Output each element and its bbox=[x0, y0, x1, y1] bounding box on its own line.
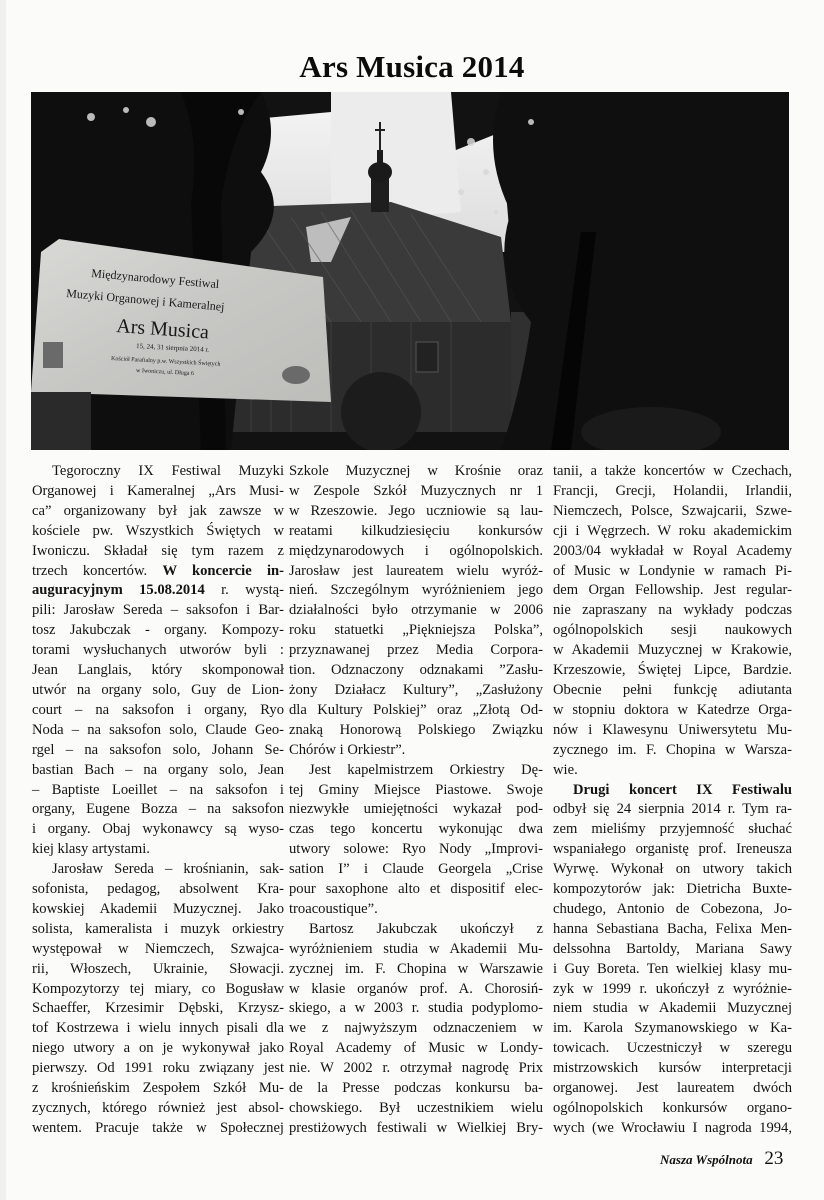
text: Organowej i Kameralnej „Ars Musi- bbox=[32, 482, 284, 499]
text-line bbox=[289, 661, 543, 681]
coat-of-arms-icon bbox=[43, 342, 63, 368]
sponsor-logo-icon bbox=[282, 366, 310, 384]
text-line bbox=[289, 960, 543, 980]
text-line bbox=[289, 741, 543, 761]
text-line bbox=[289, 940, 543, 960]
text-line bbox=[553, 999, 792, 1019]
text-line bbox=[553, 542, 792, 562]
text-line bbox=[553, 840, 792, 860]
text-line bbox=[289, 1079, 543, 1099]
text-line bbox=[289, 542, 543, 562]
text-line bbox=[32, 542, 284, 562]
text-line bbox=[289, 1059, 543, 1079]
text: pili: Jarosław Sereda – saksofon i Bar- bbox=[32, 602, 284, 619]
text-line bbox=[553, 741, 792, 761]
text: ogólnopolskich konkursów organo- bbox=[553, 1100, 792, 1116]
text: skiego, a w 2003 r. studia podyplomo- bbox=[289, 1000, 543, 1017]
text: towicach. Uczestniczył w szeregu bbox=[553, 1040, 792, 1057]
text-line bbox=[32, 562, 284, 582]
text-line bbox=[289, 482, 543, 502]
text: w Zespole Szkół Muzycznych nr 1 bbox=[289, 482, 543, 499]
text-line bbox=[32, 800, 284, 820]
text: Tegoroczny IX Festiwal Muzyki bbox=[52, 463, 284, 479]
text: znaką Honorową Polskiego Związku bbox=[289, 721, 543, 738]
text: Francji, Grecji, Holandii, Irlandii, bbox=[553, 482, 792, 499]
text-line bbox=[289, 581, 543, 601]
text: trzech koncertów. bbox=[32, 562, 163, 579]
text-line bbox=[289, 860, 543, 880]
banner-line6: w Iwoniczu, ul. Długa 6 bbox=[135, 368, 195, 378]
text: i organy. Obaj wykonawcy są wyso- bbox=[32, 821, 284, 838]
text-line bbox=[289, 781, 543, 801]
text-line bbox=[289, 880, 543, 900]
text: Wyrwę. Wykonał on utwory takich bbox=[553, 861, 792, 878]
text-line bbox=[32, 1119, 284, 1139]
text-line bbox=[289, 900, 543, 920]
text-line bbox=[553, 1079, 792, 1099]
text-line bbox=[32, 860, 284, 880]
text: Jean Langlais, który skomponował bbox=[32, 662, 284, 679]
text-line bbox=[289, 840, 543, 860]
text-line bbox=[289, 462, 543, 482]
page-edge bbox=[0, 0, 6, 1200]
text: Niemczech, Polsce, Szwajcarii, Szwe- bbox=[553, 502, 792, 519]
text-line bbox=[553, 980, 792, 1000]
text-line bbox=[553, 960, 792, 980]
text: w klasie organów prof. A. Chorosiń- bbox=[289, 980, 543, 997]
text-column-1 bbox=[32, 462, 284, 1139]
text-line bbox=[289, 621, 543, 641]
text-line bbox=[553, 1019, 792, 1039]
article-title: Ars Musica 2014 bbox=[299, 48, 525, 84]
text: w Rzeszowie. Jego uczniowie są lau- bbox=[289, 502, 543, 519]
text: wspaniałego organistę prof. Ireneusza bbox=[553, 841, 792, 858]
text: rii, Włoszech, Ukrainie, Słowacji. bbox=[32, 960, 284, 977]
text-line bbox=[32, 502, 284, 522]
text-line bbox=[289, 562, 543, 582]
text: i Guy Boreta. Ten wielkiej klasy mu- bbox=[553, 960, 792, 977]
text: przyznawanej przez Media Corpora- bbox=[289, 642, 543, 659]
text-line bbox=[32, 940, 284, 960]
text-line bbox=[32, 681, 284, 701]
text: żony Działacz Kultury”, „Zasłużony bbox=[289, 681, 543, 698]
text-line bbox=[32, 820, 284, 840]
text: ca” organizowany był jak zawsze w bbox=[32, 502, 284, 519]
text: de la Presse podczas konkursu ba- bbox=[289, 1080, 543, 1097]
text: kościele pw. Wszystkich Świętych w bbox=[32, 522, 284, 539]
text: delssohna Bartoldy, Mariana Sawy bbox=[553, 940, 792, 957]
text-line bbox=[289, 502, 543, 522]
bold-text: Drugi koncert IX Festiwalu bbox=[573, 781, 792, 798]
text-line bbox=[553, 562, 792, 582]
text: tosz Jakubczak - organy. Kompozy- bbox=[32, 622, 284, 639]
text: utwór na organy solo, Guy de Lion- bbox=[32, 681, 284, 698]
text: organowej. Jest laureatem dwóch bbox=[553, 1080, 792, 1097]
text: niego utwory a on je wykonywał jako bbox=[32, 1040, 284, 1057]
text: tej Gminy Miejsce Piastowe. Swoje bbox=[289, 781, 543, 798]
text: reatami kilkudziesięciu konkursów bbox=[289, 522, 543, 539]
text: cji i Węgrzech. W roku akademickim bbox=[553, 522, 792, 539]
text-line bbox=[289, 1099, 543, 1119]
text-line bbox=[32, 1019, 284, 1039]
text: niezwykłe umiejętności wykazał pod- bbox=[289, 801, 543, 818]
text: mistrzowskich kursów interpretacji bbox=[553, 1060, 792, 1077]
text-line bbox=[553, 1099, 792, 1119]
text-line bbox=[553, 641, 792, 661]
text: dem Organ Fellowship. Jest regular- bbox=[553, 582, 792, 599]
banner-line3: Ars Musica bbox=[115, 315, 210, 344]
text: nie. W 2002 r. otrzymał nagrodę Prix bbox=[289, 1060, 543, 1077]
text: wie. bbox=[553, 761, 578, 778]
text-line bbox=[32, 1059, 284, 1079]
text: Iwoniczu. Składał się tym razem z bbox=[32, 542, 284, 559]
text: występował w Niemczech, Szwajca- bbox=[32, 940, 284, 957]
text-line bbox=[32, 721, 284, 741]
text-line bbox=[289, 641, 543, 661]
text-line bbox=[553, 781, 792, 801]
text: kowskiej Akademii Muzycznej. Jako bbox=[32, 900, 284, 917]
text-line bbox=[32, 999, 284, 1019]
text-line bbox=[553, 721, 792, 741]
text: chudego, Antonio de Cobezona, Jo- bbox=[553, 900, 792, 917]
text-line bbox=[32, 960, 284, 980]
text: wyróżnieniem studia w Akademii Mu- bbox=[289, 940, 543, 957]
text-line bbox=[32, 980, 284, 1000]
text-line bbox=[289, 1019, 543, 1039]
text: Jest kapelmistrzem Orkiestry Dę- bbox=[309, 761, 543, 778]
text: międzynarodowych i ogólnopolskich. bbox=[289, 542, 543, 559]
text-line bbox=[32, 880, 284, 900]
text: zyk w 1999 r. ukończył z wyróżnie- bbox=[553, 980, 792, 997]
text: kiej klasy artystami. bbox=[32, 841, 150, 858]
text: tanii, a także koncertów w Czechach, bbox=[553, 463, 792, 479]
text: roku statuetki „Piękniejsza Polska”, bbox=[289, 622, 543, 639]
text-line bbox=[553, 522, 792, 542]
text-line bbox=[32, 920, 284, 940]
text-line bbox=[553, 860, 792, 880]
text-line bbox=[32, 840, 284, 860]
text-line bbox=[553, 800, 792, 820]
text-line bbox=[32, 601, 284, 621]
banner-line1: Międzynarodowy Festiwal bbox=[90, 266, 220, 292]
text-line bbox=[289, 980, 543, 1000]
text: sofonista, pedagog, absolwent Kra- bbox=[32, 881, 284, 898]
text-line bbox=[32, 761, 284, 781]
text-line bbox=[289, 721, 543, 741]
text: wych (we Wrocławiu I nagroda 1994, bbox=[553, 1119, 792, 1136]
text: of Music w Londynie w ramach Pi- bbox=[553, 562, 792, 579]
text: im. Karola Szymanowskiego w Ka- bbox=[553, 1020, 792, 1037]
text: 2003/04 wykładał w Royal Academy bbox=[553, 542, 792, 559]
text: zycznego im. F. Chopina w Warsza- bbox=[553, 741, 792, 758]
text-line bbox=[32, 482, 284, 502]
text: w Akademii Muzycznej w Krakowie, bbox=[553, 642, 792, 659]
text: Schaeffer, Krzesimir Dębski, Krzysz- bbox=[32, 1000, 284, 1017]
banner-line4: 15, 24, 31 sierpnia 2014 r. bbox=[135, 342, 210, 354]
text-line bbox=[289, 761, 543, 781]
text-line bbox=[553, 900, 792, 920]
text: odbył się 24 sierpnia 2014 r. Tym ra- bbox=[553, 801, 792, 818]
text: Chórów i Orkiestr”. bbox=[289, 741, 406, 758]
text: prestiżowych festiwali w Wielkiej Bry- bbox=[289, 1119, 543, 1136]
text: pierwszy. Od 1991 roku związany jest bbox=[32, 1060, 284, 1077]
text: tion. Odznaczony odznakami ”Zasłu- bbox=[289, 662, 543, 679]
text-line bbox=[553, 482, 792, 502]
text-line bbox=[553, 1059, 792, 1079]
text-line bbox=[32, 1099, 284, 1119]
text: Bartosz Jakubczak ukończył z bbox=[309, 920, 543, 937]
text: niem studia w Akademii Muzycznej bbox=[553, 1000, 792, 1017]
text-line bbox=[289, 800, 543, 820]
banner-line2: Muzyki Organowej i Kameralnej bbox=[65, 286, 226, 314]
text: wentem. Pracuje także w Społecznej bbox=[32, 1119, 284, 1136]
text: – Baptiste Loeillet – na saksofon i bbox=[32, 781, 284, 798]
text-line bbox=[553, 761, 792, 781]
text: dla Kultury Polskiej” oraz „Złotą Od- bbox=[289, 701, 543, 718]
text-line bbox=[289, 701, 543, 721]
text-line bbox=[553, 581, 792, 601]
text: solista, kameralista i muzyk orkiestry bbox=[32, 920, 284, 937]
text: organy, Eugene Bozza – na saksofon bbox=[32, 801, 284, 818]
text: bastian Bach – na organy solo, Jean bbox=[32, 761, 284, 778]
text-line bbox=[289, 1039, 543, 1059]
text: we z najwyższym odznaczeniem w bbox=[289, 1020, 543, 1037]
text: Jarosław jest laureatem wielu wyróż- bbox=[289, 562, 543, 579]
text-line bbox=[553, 1039, 792, 1059]
text-line bbox=[553, 920, 792, 940]
text: Szkole Muzycznej w Krośnie oraz bbox=[289, 463, 543, 479]
text: pour saxophone alto et dispositif elec- bbox=[289, 881, 543, 898]
text-line bbox=[289, 920, 543, 940]
text: troacoustique”. bbox=[289, 900, 378, 917]
text-line bbox=[32, 462, 284, 482]
text: nów i Klawesynu Uniwersytetu Mu- bbox=[553, 721, 792, 738]
page-number: 23 bbox=[764, 1148, 784, 1169]
text-line bbox=[553, 701, 792, 721]
text-line bbox=[32, 741, 284, 761]
text-line bbox=[553, 940, 792, 960]
text-line bbox=[289, 601, 543, 621]
text-line bbox=[32, 522, 284, 542]
text-line bbox=[553, 661, 792, 681]
banner-line5: Kościół Parafialny p.w. Wszystkich Świętych bbox=[110, 356, 221, 368]
text: tof Kostrzewa i wielu innych pisali dla bbox=[32, 1020, 284, 1037]
text-line bbox=[289, 681, 543, 701]
text: ogólnopolskich sesji naukowych bbox=[553, 622, 792, 639]
text-line bbox=[32, 661, 284, 681]
bold-text: W koncercie in- bbox=[162, 562, 284, 579]
text-line bbox=[553, 820, 792, 840]
text: Krzeszowie, Świętej Lipce, Bardzie. bbox=[553, 662, 792, 679]
text-line bbox=[32, 581, 284, 601]
page-footer bbox=[660, 1148, 783, 1170]
text-line bbox=[32, 621, 284, 641]
text: r. wystą- bbox=[204, 582, 284, 599]
text: czas tego koncertu wykonując dwa bbox=[289, 821, 543, 838]
text: utwory solowe: Ryo Nody „Improvi- bbox=[289, 841, 543, 858]
text: rgel – na saksofon solo, Johann Se- bbox=[32, 741, 284, 758]
text-line bbox=[32, 641, 284, 661]
text: torami wysłuchanych utworów byli : bbox=[32, 642, 284, 659]
text: hanna Sebastiana Bacha, Felixa Men- bbox=[553, 920, 792, 937]
text-line bbox=[553, 502, 792, 522]
text-line bbox=[32, 1039, 284, 1059]
text: Jarosław Sereda – krośnianin, sak- bbox=[52, 861, 284, 878]
text-line bbox=[32, 781, 284, 801]
text-line bbox=[553, 880, 792, 900]
text-line bbox=[553, 621, 792, 641]
church-photo-illustration bbox=[31, 92, 789, 450]
text: z krośnieńskim Zespołem Szkół Mu- bbox=[32, 1080, 284, 1097]
text-column-2 bbox=[289, 462, 543, 1139]
text: court – na saksofon i organy, Ryo bbox=[32, 701, 284, 718]
text: nień. Szczególnym wyróżnieniem jego bbox=[289, 582, 543, 599]
text-line bbox=[289, 820, 543, 840]
text-line bbox=[289, 1119, 543, 1139]
text: kompozytorów jak: Dietricha Buxte- bbox=[553, 881, 792, 898]
text: nie zapraszany na wykłady podczas bbox=[553, 602, 792, 619]
text: działalności było otrzymanie w 2006 bbox=[289, 602, 543, 619]
article-photo bbox=[31, 92, 789, 450]
text-line bbox=[32, 701, 284, 721]
text-line bbox=[553, 1119, 792, 1139]
text: zycznych, którego również jest absol- bbox=[32, 1100, 284, 1116]
text-line bbox=[289, 999, 543, 1019]
text-line bbox=[553, 681, 792, 701]
text-line bbox=[32, 1079, 284, 1099]
text-line bbox=[553, 462, 792, 482]
text: Obecnie pełni funkcję adiutanta bbox=[553, 681, 792, 698]
bold-text: auguracyjnym 15.08.2014 bbox=[32, 582, 205, 599]
text-line bbox=[32, 900, 284, 920]
text: chowskiego. Był uczestnikiem wielu bbox=[289, 1100, 543, 1116]
text: Royal Academy of Music w Londy- bbox=[289, 1040, 543, 1057]
text-line bbox=[289, 522, 543, 542]
text: zycznej im. F. Chopina w Warszawie bbox=[289, 960, 543, 977]
text-column-3 bbox=[553, 462, 792, 1139]
text: sation I” i Claude Georgela „Crise bbox=[289, 861, 543, 878]
text: Kompozytorzy tej miary, co Bogusław bbox=[32, 980, 284, 997]
text: zem mieliśmy przyjemność słuchać bbox=[553, 821, 792, 838]
magazine-name: Nasza Wspólnota bbox=[660, 1152, 753, 1167]
text: Noda – na saksofon solo, Claude Geo- bbox=[32, 721, 284, 738]
text: w stopniu doktora w Katedrze Orga- bbox=[553, 701, 792, 718]
text-line bbox=[553, 601, 792, 621]
